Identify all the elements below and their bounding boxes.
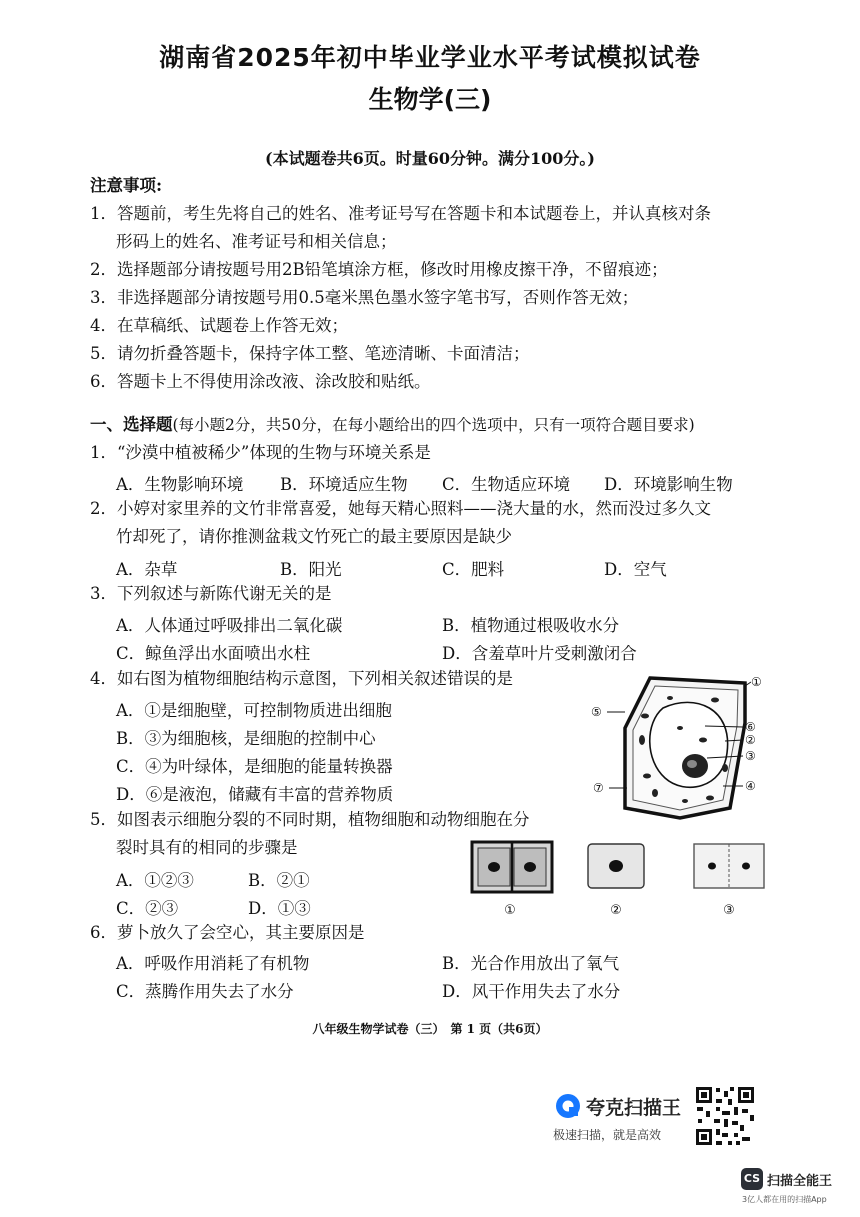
page-footer: 八年级生物学试卷（三） 第 1 页（共6页） bbox=[312, 1022, 548, 1036]
q4-option-d: D．⑥是液泡，储藏有丰富的营养物质 bbox=[116, 785, 394, 804]
notice-item: 4．在草稿纸、试题卷上作答无效； bbox=[90, 316, 348, 335]
question-5-stem-cont: 裂时具有的相同的步骤是 bbox=[116, 838, 298, 857]
cs-app-name: 扫描全能王 bbox=[767, 1174, 833, 1189]
cell-label-2: ② bbox=[745, 733, 756, 747]
question-3-stem: 3．下列叙述与新陈代谢无关的是 bbox=[90, 584, 332, 603]
notice-item: 形码上的姓名、准考证号和相关信息； bbox=[116, 232, 397, 251]
q5-option-d: D．①③ bbox=[248, 899, 311, 918]
section-instruction: (每小题2分，共50分，在每小题给出的四个选项中，只有一项符合题目要求) bbox=[172, 416, 695, 434]
q3-option-a: A．人体通过呼吸排出二氧化碳 bbox=[116, 616, 343, 635]
q5-option-a: A．①②③ bbox=[116, 871, 194, 890]
cell-label-7: ⑦ bbox=[593, 781, 604, 795]
quark-app-name: 夸克扫描王 bbox=[586, 1097, 682, 1119]
q1-option-a: A．生物影响环境 bbox=[116, 475, 244, 494]
cell-label-3: ③ bbox=[745, 749, 756, 763]
division-label-3: ③ bbox=[723, 903, 735, 918]
exam-title: 湖南省2025年初中毕业学业水平考试模拟试卷 bbox=[159, 43, 701, 72]
notice-item: 2．选择题部分请按题号用2B铅笔填涂方框，修改时用橡皮擦干净，不留痕迹； bbox=[90, 260, 668, 279]
cell-label-1: ① bbox=[751, 675, 762, 689]
q3-option-d: D．含羞草叶片受刺激闭合 bbox=[442, 644, 637, 663]
division-label-1: ① bbox=[504, 903, 516, 918]
q2-option-d: D．空气 bbox=[604, 560, 667, 579]
cell-division-diagram bbox=[462, 838, 782, 920]
plant-cell-diagram bbox=[585, 668, 775, 828]
q5-option-c: C．②③ bbox=[116, 899, 179, 918]
q6-option-c: C．蒸腾作用失去了水分 bbox=[116, 982, 294, 1001]
notice-item: 1．答题前，考生先将自己的姓名、准考证号写在答题卡和本试题卷上，并认真核对条 bbox=[90, 204, 711, 223]
section-heading bbox=[90, 411, 695, 439]
division-label-2: ② bbox=[610, 903, 622, 918]
question-2-stem-cont: 竹却死了，请你推测盆栽文竹死亡的最主要原因是缺少 bbox=[116, 527, 512, 546]
q2-option-a: A．杂草 bbox=[116, 560, 178, 579]
q6-option-d: D．风干作用失去了水分 bbox=[442, 982, 621, 1001]
cell-label-4: ④ bbox=[745, 779, 756, 793]
notice-item: 6．答题卡上不得使用涂改液、涂改胶和贴纸。 bbox=[90, 372, 431, 391]
question-5-stem: 5．如图表示细胞分裂的不同时期，植物细胞和动物细胞在分 bbox=[90, 810, 530, 829]
notice-heading: 注意事项: bbox=[90, 176, 163, 195]
q4-option-a: A．①是细胞壁，可控制物质进出细胞 bbox=[116, 701, 392, 720]
section-title: 一、选择题 bbox=[90, 415, 173, 434]
q2-option-c: C．肥料 bbox=[442, 560, 505, 579]
q1-option-b: B．环境适应生物 bbox=[280, 475, 408, 494]
q1-option-c: C．生物适应环境 bbox=[442, 475, 571, 494]
subject-title: 生物学(三) bbox=[368, 85, 492, 114]
q5-option-b: B．②① bbox=[248, 871, 310, 890]
notice-item: 5．请勿折叠答题卡，保持字体工整、笔迹清晰、卡面清洁； bbox=[90, 344, 530, 363]
question-2-stem: 2．小婷对家里养的文竹非常喜爱，她每天精心照料——浇大量的水，然而没过多久文 bbox=[90, 499, 711, 518]
q6-option-b: B．光合作用放出了氧气 bbox=[442, 954, 620, 973]
notice-item: 3．非选择题部分请按题号用0.5毫米黑色墨水签字笔书写，否则作答无效； bbox=[90, 288, 639, 307]
q4-option-b: B．③为细胞核，是细胞的控制中心 bbox=[116, 729, 376, 748]
cs-tagline: 3亿人都在用的扫描App bbox=[742, 1195, 827, 1204]
cell-label-5: ⑤ bbox=[591, 705, 602, 719]
quark-logo-icon bbox=[555, 1093, 581, 1119]
exam-info: (本试题卷共6页。时量60分钟。满分100分。) bbox=[265, 149, 595, 168]
question-1-stem: 1．“沙漠中植被稀少”体现的生物与环境关系是 bbox=[90, 443, 431, 462]
q3-option-c: C．鲸鱼浮出水面喷出水柱 bbox=[116, 644, 311, 663]
q6-option-a: A．呼吸作用消耗了有机物 bbox=[116, 954, 310, 973]
qr-code bbox=[694, 1085, 756, 1147]
question-6-stem: 6．萝卜放久了会空心，其主要原因是 bbox=[90, 923, 365, 942]
question-4-stem: 4．如右图为植物细胞结构示意图，下列相关叙述错误的是 bbox=[90, 669, 513, 688]
q1-option-d: D．环境影响生物 bbox=[604, 475, 733, 494]
q2-option-b: B．阳光 bbox=[280, 560, 342, 579]
cs-badge-icon: CS bbox=[741, 1168, 763, 1190]
cell-label-6: ⑥ bbox=[745, 720, 756, 734]
q4-option-c: C．④为叶绿体，是细胞的能量转换器 bbox=[116, 757, 393, 776]
q3-option-b: B．植物通过根吸收水分 bbox=[442, 616, 620, 635]
quark-slogan: 极速扫描，就是高效 bbox=[553, 1128, 662, 1142]
